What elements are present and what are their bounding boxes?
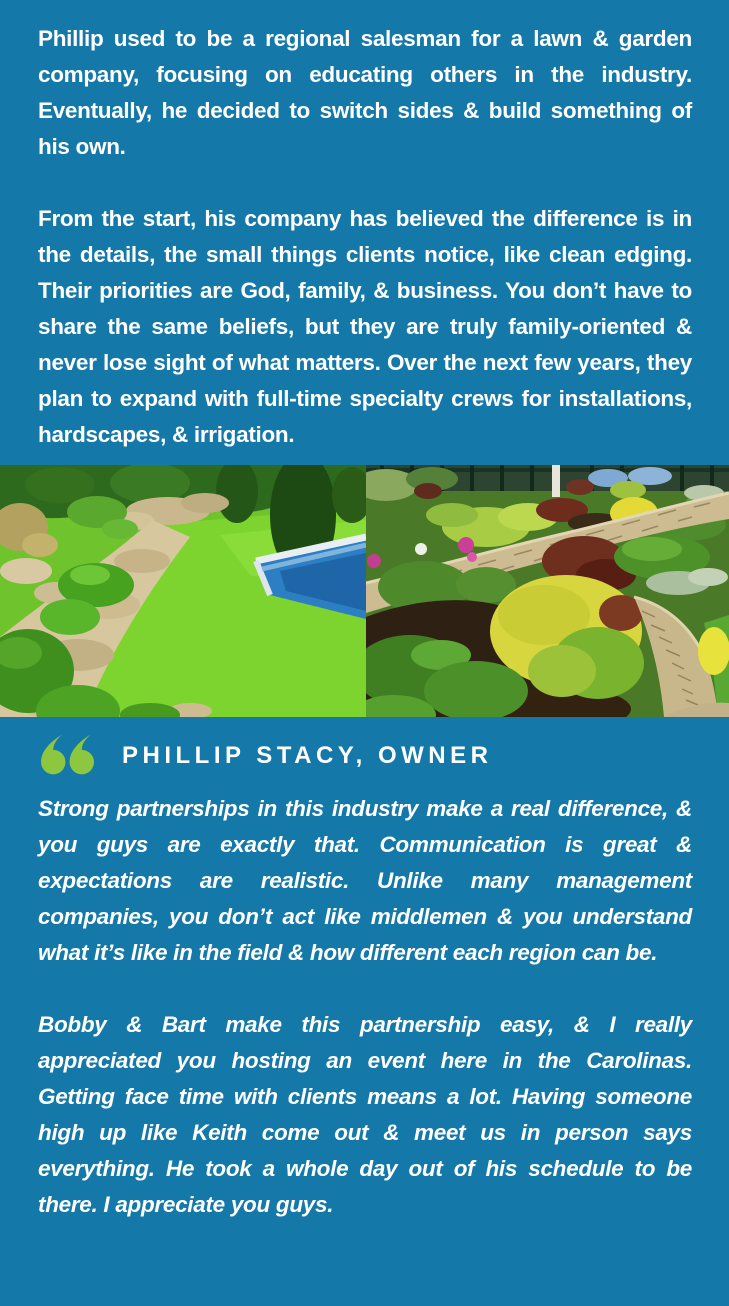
double-quote-icon [38, 734, 95, 778]
story-paragraph-2: From the start, his company has believed the difference is in the details, the small things clients notice, like clean edging. Their priorities are God, family, & business. You don’t have to share the same beliefs, but they are truly family-oriented & never lose sight of what matters. Over the next few years, they plan to expand with full-time specialty crews for installations, hardscapes, & irrigation. [38, 206, 692, 447]
backyard-lawn-pool-illustration [0, 465, 366, 717]
backyard-lawn-pool-photo [0, 465, 366, 717]
quote-header [38, 734, 692, 778]
quote-attribution: PHILLIP STACY, OWNER [122, 742, 493, 769]
terraced-garden-illustration [366, 465, 729, 717]
quote-paragraph-1: Strong partnerships in this industry make a real difference, & you guys are exactly that. Communication is great & expectations are realistic. Unlike many management companies, you don’t act like middlemen & you understand what it’s like in the field & how different each region can be. [38, 796, 692, 965]
quote-paragraph-2: Bobby & Bart make this partnership easy, & I really appreciated you hosting an event here in the Carolinas. Getting face time with clients means a lot. Having someone high up like Keith come out & meet us in person says everything. He took a whole day out of his schedule to be there. I appreciate you guys. [38, 1012, 692, 1217]
testimonial-section [0, 734, 729, 1223]
story-section [0, 0, 729, 453]
story-paragraph-1: Phillip used to be a regional salesman for a lawn & garden company, focusing on educating others in the industry. Eventually, he decided to switch sides & build something of his own. [38, 26, 692, 159]
photo-strip [0, 465, 729, 717]
terraced-garden-photo [366, 465, 729, 717]
